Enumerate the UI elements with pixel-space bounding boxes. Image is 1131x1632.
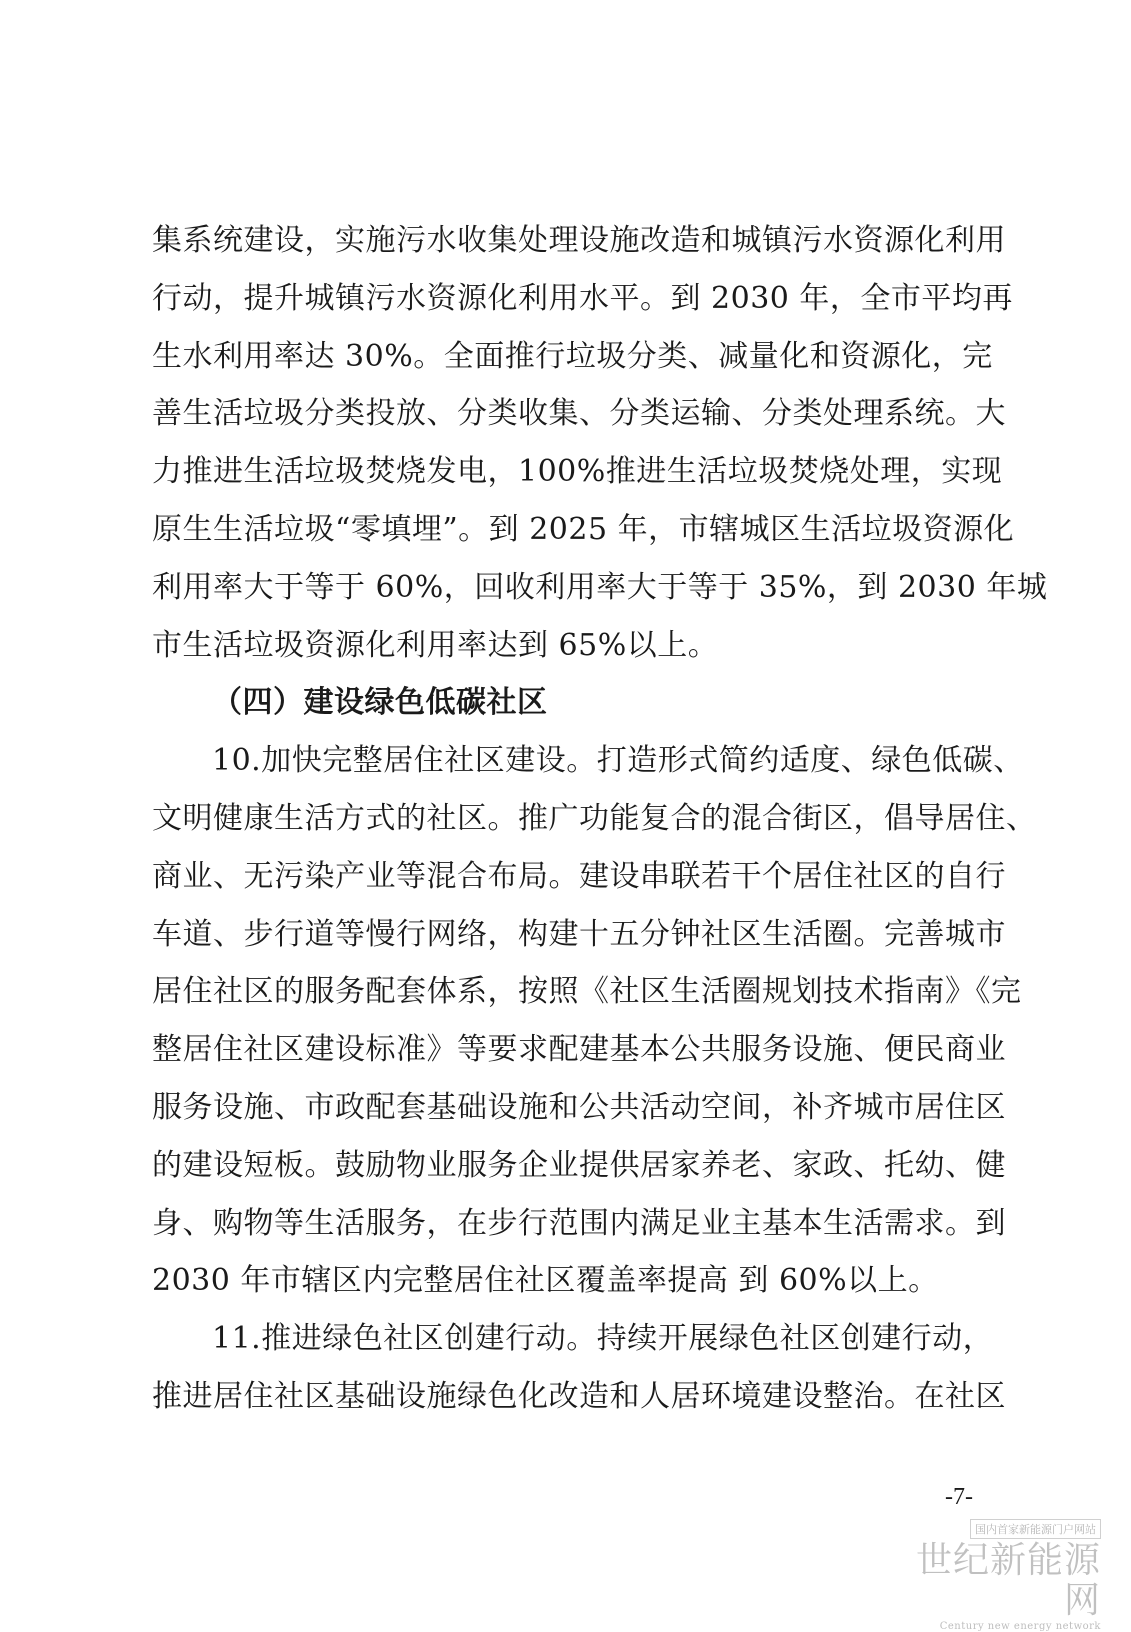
section-heading: （四）建设绿色低碳社区 [212, 685, 548, 721]
text-line: 善生活垃圾分类投放、分类收集、分类运输、分类处理系统。大 [152, 396, 1006, 432]
text-line: 的建设短板。鼓励物业服务企业提供居家养老、家政、托幼、健 [152, 1147, 1006, 1183]
text-line: 生水利用率达 30%。全面推行垃圾分类、减量化和资源化，完 [152, 338, 993, 374]
watermark-english: Century new energy network [939, 1621, 1101, 1632]
text-line: 利用率大于等于 60%，回收利用率大于等于 35%，到 2030 年城 [152, 569, 1048, 605]
text-line: 车道、步行道等慢行网络，构建十五分钟社区生活圈。完善城市 [152, 916, 1006, 952]
text-line: 服务设施、市政配套基础设施和公共活动空间，补齐城市居住区 [152, 1089, 1006, 1125]
body-text [152, 212, 1048, 1426]
page-number: -7- [945, 1484, 973, 1510]
text-line: 居住社区的服务配套体系，按照《社区生活圈规划技术指南》《完 [152, 974, 1022, 1010]
text-line: 推进居住社区基础设施绿色化改造和人居环境建设整治。在社区 [152, 1378, 1006, 1414]
watermark-title: 世纪新能源网 [915, 1540, 1101, 1621]
text-line: 市生活垃圾资源化利用率达到 65%以上。 [152, 627, 719, 663]
text-line: 集系统建设，实施污水收集处理设施改造和城镇污水资源化利用 [152, 223, 1006, 258]
text-line: 商业、无污染产业等混合布局。建设串联若干个居住社区的自行 [152, 858, 1006, 894]
text-line: 身、购物等生活服务，在步行范围内满足业主基本生活需求。到 [152, 1205, 1006, 1241]
text-line: 10.加快完整居住社区建设。打造形式简约适度、绿色低碳、 [212, 743, 1024, 779]
text-line: 整居住社区建设标准》等要求配建基本公共服务设施、便民商业 [152, 1032, 1006, 1068]
text-line: 力推进生活垃圾焚烧发电，100%推进生活垃圾焚烧处理，实现 [152, 454, 1003, 490]
text-line: 原生生活垃圾“零填埋”。到 2025 年，市辖城区生活垃圾资源化 [152, 511, 1015, 547]
watermark-logo [891, 1518, 1101, 1632]
text-line: 行动，提升城镇污水资源化利用水平。到 2030 年，全市平均再 [152, 280, 1013, 316]
watermark-tagline: 国内首家新能源门户网站 [970, 1519, 1101, 1539]
text-line: 11.推进绿色社区创建行动。持续开展绿色社区创建行动， [212, 1321, 994, 1357]
text-line: 文明健康生活方式的社区。推广功能复合的混合街区，倡导居住、 [152, 800, 1037, 836]
text-line: 2030 年市辖区内完整居住社区覆盖率提高 到 60%以上。 [152, 1263, 939, 1299]
